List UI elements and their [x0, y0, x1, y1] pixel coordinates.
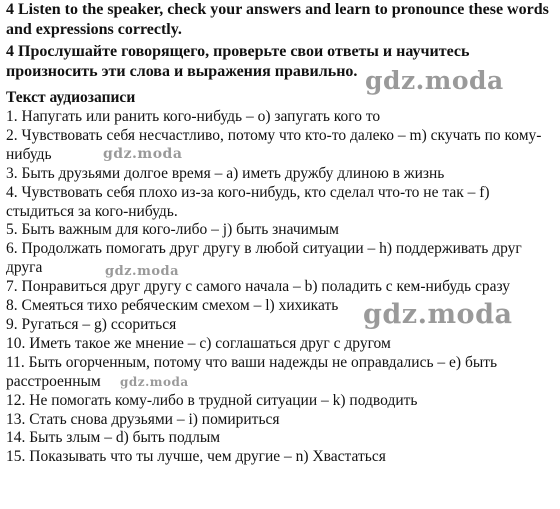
- list-item-9: 9. Ругаться – g) ссориться: [6, 315, 177, 333]
- list-item-14: 14. Быть злым – d) быть подлым: [6, 429, 221, 447]
- exercise-heading-ru: 4 Прослушайте говорящего, проверьте свои ответы и научитесь произносить эти слова и выражения правильно.: [6, 43, 470, 80]
- list-item-11: 11. Быть огорченным, потому что ваши надежды не оправдались – e) быть расстроенным: [6, 353, 498, 390]
- transcript-list: [6, 108, 554, 467]
- list-item-2: 2. Чувствовать себя несчастливо, потому что кто-то далеко – m) скучать по кому-нибудь: [6, 126, 542, 163]
- watermark: gdz.moda: [365, 66, 504, 95]
- list-item-10: 10. Иметь такое же мнение – c) соглашаться друг с другом: [6, 334, 391, 352]
- list-item-4: 4. Чувствовать себя плохо из-за кого-нибудь, кто сделал что-то не так – f) стыдиться за кого-нибудь.: [6, 183, 490, 220]
- list-item-8: 8. Смеяться тихо ребяческим смехом – l) хихикать: [6, 297, 339, 315]
- list-item-15: 15. Показывать что ты лучше, чем другие – n) Хвастаться: [6, 448, 386, 466]
- audio-transcript-title: Текст аудиозаписи: [6, 89, 136, 106]
- watermark: gdz.moda: [103, 146, 183, 162]
- list-item-3: 3. Быть друзьями долгое время – a) иметь дружбу длиною в жизнь: [6, 164, 445, 182]
- watermark: gdz.moda: [363, 299, 513, 330]
- list-item-13: 13. Стать снова друзьями – i) помириться: [6, 410, 280, 428]
- watermark: gdz.moda: [105, 264, 180, 279]
- list-item-5: 5. Быть важным для кого-либо – j) быть значимым: [6, 221, 339, 239]
- list-item-7: 7. Понравиться друг другу с самого начала – b) поладить с кем-нибудь сразу: [6, 278, 511, 296]
- list-item-6: 6. Продолжать помогать друг другу в любой ситуации – h) поддерживать друг друга: [6, 240, 522, 277]
- exercise-heading-en: 4 Listen to the speaker, check your answers and learn to pronounce these words and expressions correctly.: [6, 1, 549, 38]
- list-item-1: 1. Напугать или ранить кого-нибудь – o) запугать кого то: [6, 108, 381, 125]
- list-item-12: 12. Не помогать кому-либо в трудной ситуации – k) подводить: [6, 391, 418, 409]
- exercise-page: [6, 0, 554, 467]
- watermark: gdz.moda: [120, 375, 189, 389]
